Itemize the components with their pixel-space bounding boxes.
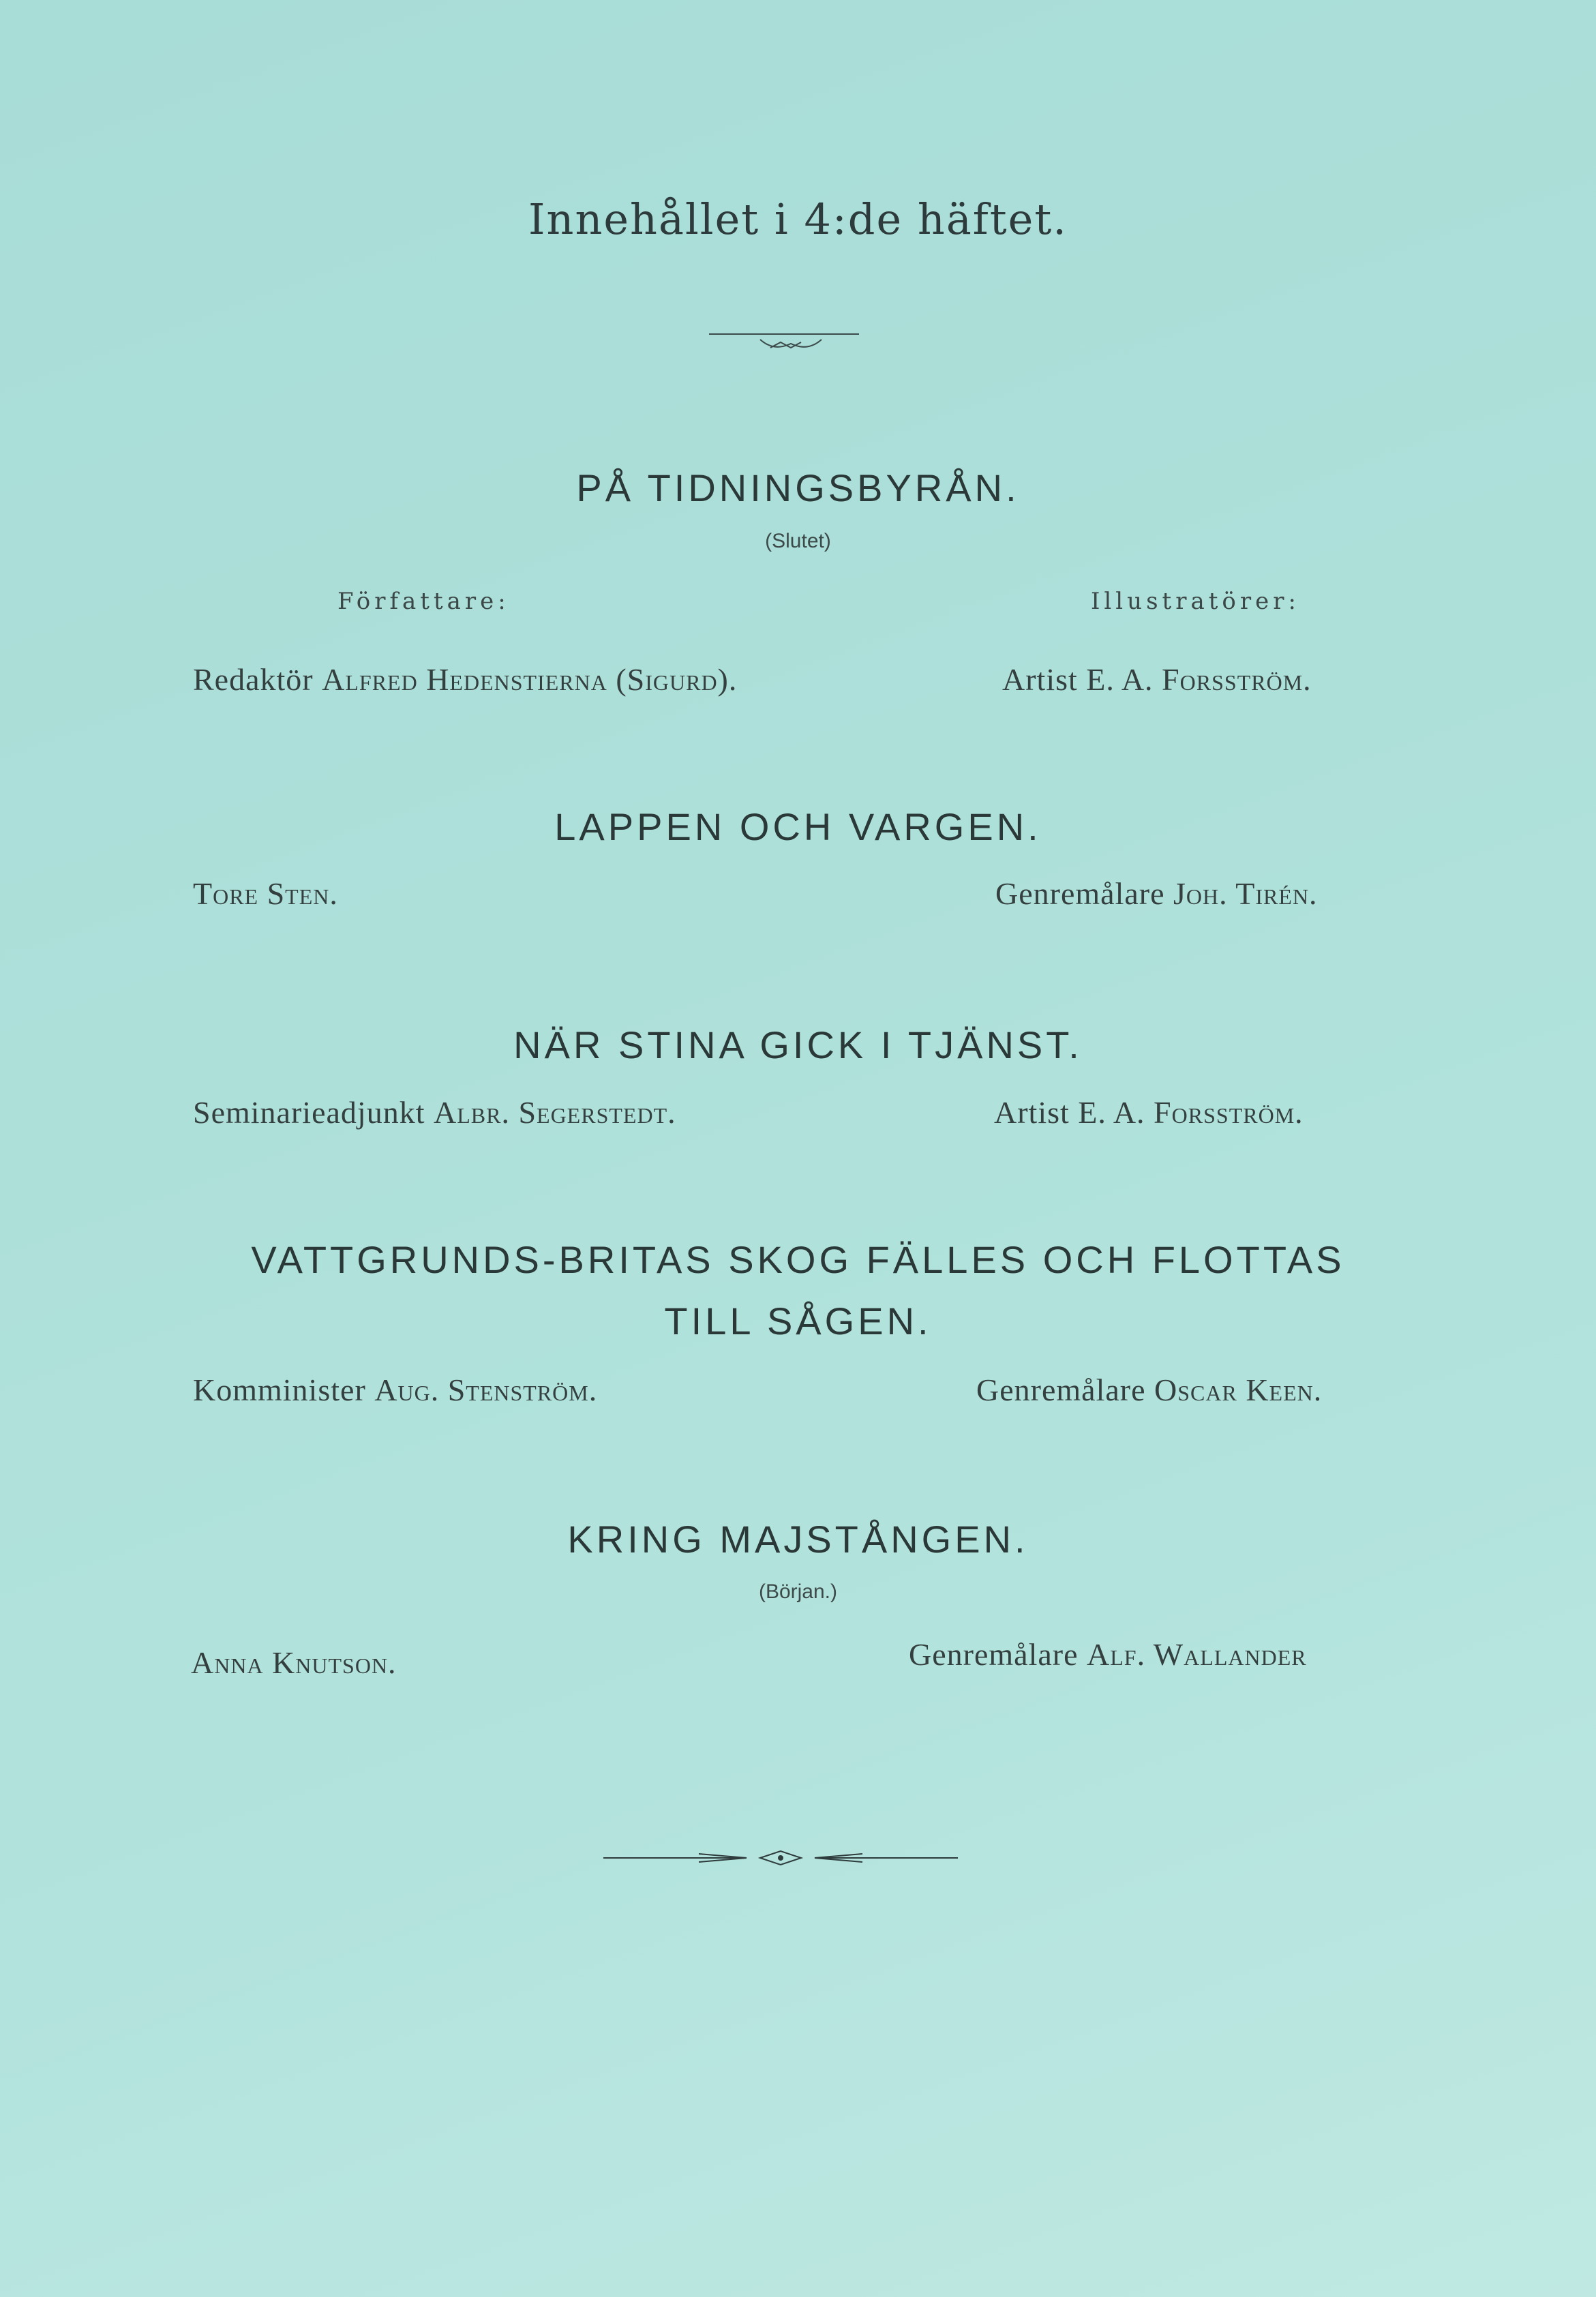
entry-5-author-name: Anna Knutson.: [191, 1645, 397, 1680]
entry-5-illustrator-name: Alf. Wallander: [1087, 1637, 1307, 1672]
entry-1-illustrator: [1002, 661, 1312, 697]
entry-2-illustrator: [995, 875, 1318, 912]
authors-role-label: Författare:: [337, 588, 510, 615]
entry-1-note: (Slutet): [765, 530, 831, 552]
entry-3-title: NÄR STINA GICK I TJÄNST.: [513, 1023, 1083, 1066]
entry-1-illustrator-name: E. A. Forsström.: [1086, 662, 1312, 697]
entry-3-author-name: Albr. Segerstedt.: [433, 1095, 676, 1130]
entry-4-illustrator-prefix: Genremålare: [976, 1372, 1146, 1407]
entry-3-author: [193, 1094, 676, 1130]
entry-5-author: [191, 1645, 397, 1681]
illustrators-role-label: Illustratörer:: [1091, 588, 1300, 615]
entry-4-illustrator: [976, 1372, 1322, 1408]
entry-5-note: (Början.): [758, 1580, 838, 1603]
entry-4-title-line-1: VATTGRUNDS-BRITAS SKOG FÄLLES OCH FLOTTAS: [251, 1238, 1345, 1281]
entry-4-author-prefix: Komminister: [193, 1372, 366, 1407]
entry-4-author-name: Aug. Stenström.: [374, 1372, 598, 1407]
entry-2-illustrator-prefix: Genremålare: [995, 876, 1165, 911]
entry-1-title: PÅ TIDNINGSBYRÅN.: [576, 466, 1020, 509]
entry-5-title: KRING MAJSTÅNGEN.: [567, 1518, 1029, 1561]
entry-1-author-name: Alfred Hedenstierna (Sigurd).: [322, 662, 738, 697]
entry-5-illustrator: [909, 1636, 1307, 1672]
entry-4-title-line-2: TILL SÅGEN.: [664, 1300, 932, 1342]
entry-4-author: [193, 1372, 597, 1408]
entry-2-title: LAPPEN OCH VARGEN.: [554, 805, 1042, 848]
top-ornament-icon: [709, 327, 886, 361]
entry-3-illustrator: [994, 1094, 1304, 1130]
entry-1-author: [193, 661, 737, 697]
entry-2-author: [193, 875, 338, 912]
entry-2-illustrator-name: Joh. Tirén.: [1173, 876, 1318, 911]
page-heading: Innehållet i 4:de häftet.: [528, 194, 1068, 244]
entry-4-illustrator-name: Oscar Keen.: [1154, 1372, 1323, 1407]
entry-1-author-prefix: Redaktör: [193, 662, 314, 697]
entry-5-illustrator-prefix: Genremålare: [909, 1637, 1079, 1672]
entry-3-illustrator-prefix: Artist: [994, 1095, 1070, 1130]
entry-3-illustrator-name: E. A. Forsström.: [1078, 1095, 1304, 1130]
entry-2-author-name: Tore Sten.: [193, 876, 338, 911]
bottom-ornament-icon: [603, 1844, 958, 1872]
entry-1-illustrator-prefix: Artist: [1002, 662, 1078, 697]
entry-3-author-prefix: Seminarieadjunkt: [193, 1095, 425, 1130]
